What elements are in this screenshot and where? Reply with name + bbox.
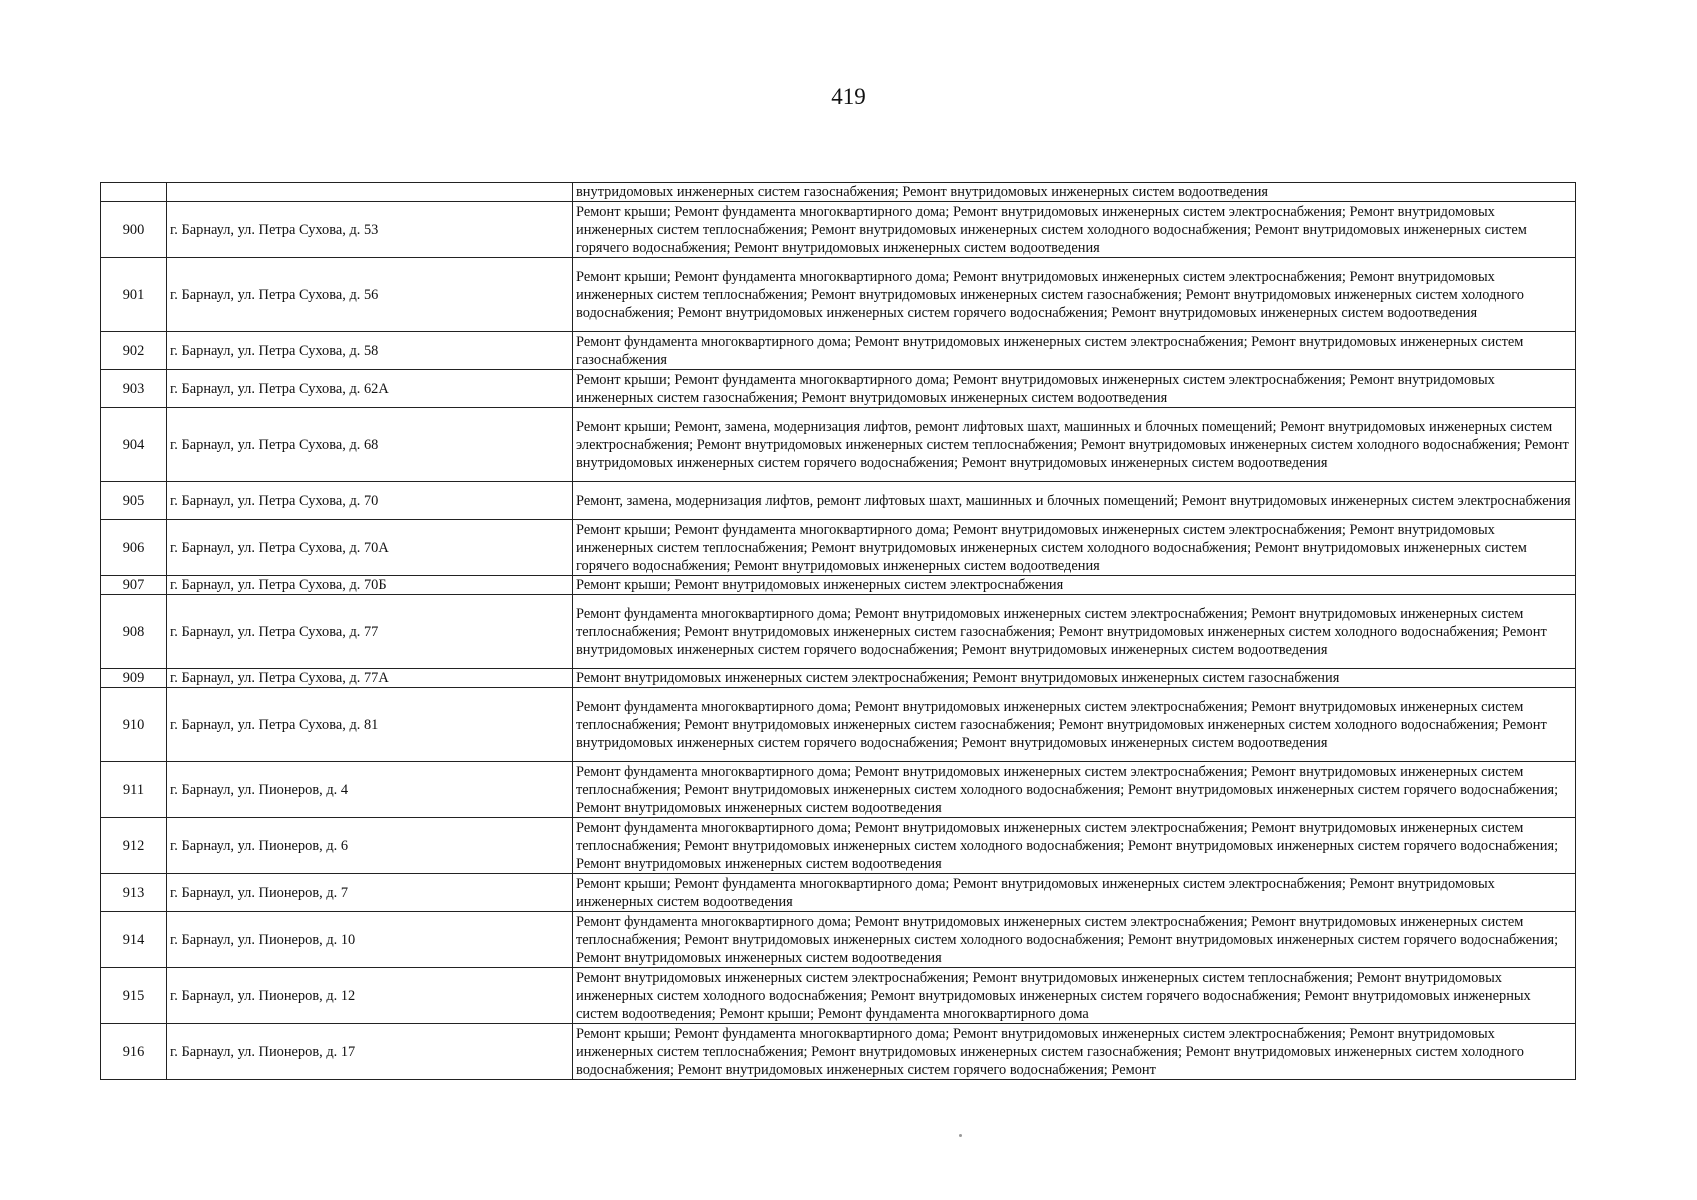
row-number-cell: 905 (101, 482, 167, 520)
row-number-cell: 915 (101, 968, 167, 1024)
table-row (101, 669, 1576, 688)
address-cell: г. Барнаул, ул. Петра Сухова, д. 77А (167, 669, 573, 688)
address-cell: г. Барнаул, ул. Петра Сухова, д. 70Б (167, 576, 573, 595)
address-cell: г. Барнаул, ул. Петра Сухова, д. 70А (167, 520, 573, 576)
row-number-cell: 910 (101, 688, 167, 762)
row-number-cell: 903 (101, 370, 167, 408)
works-cell: Ремонт внутридомовых инженерных систем электроснабжения; Ремонт внутридомовых инженерных систем газоснабжения (573, 669, 1576, 688)
address-cell: г. Барнаул, ул. Пионеров, д. 7 (167, 874, 573, 912)
address-cell: г. Барнаул, ул. Пионеров, д. 17 (167, 1024, 573, 1080)
address-cell: г. Барнаул, ул. Петра Сухова, д. 68 (167, 408, 573, 482)
table-row (101, 520, 1576, 576)
table-row (101, 595, 1576, 669)
row-number-cell: 907 (101, 576, 167, 595)
works-cell: Ремонт крыши; Ремонт фундамента многоквартирного дома; Ремонт внутридомовых инженерных систем электроснабжения; Ремонт внутридомовых инженерных систем водоотведения (573, 874, 1576, 912)
works-cell: Ремонт крыши; Ремонт фундамента многоквартирного дома; Ремонт внутридомовых инженерных систем электроснабжения; Ремонт внутридомовых инженерных систем теплоснабжения; Ремонт внутридомовых инженерных систем холодного водоснабжения; Ремонт внутридомовых инженерных систем горячего водоснабжения; Ремонт внутридомовых инженерных систем водоотведения (573, 520, 1576, 576)
works-cell: Ремонт, замена, модернизация лифтов, ремонт лифтовых шахт, машинных и блочных помещений; Ремонт внутридомовых инженерных систем электроснабжения (573, 482, 1576, 520)
address-cell: г. Барнаул, ул. Петра Сухова, д. 81 (167, 688, 573, 762)
works-cell: Ремонт фундамента многоквартирного дома; Ремонт внутридомовых инженерных систем электроснабжения; Ремонт внутридомовых инженерных систем теплоснабжения; Ремонт внутридомовых инженерных систем холодного водоснабжения; Ремонт внутридомовых инженерных систем горячего водоснабжения; Ремонт внутридомовых инженерных систем водоотведения (573, 818, 1576, 874)
row-number-cell: 904 (101, 408, 167, 482)
works-cell: Ремонт крыши; Ремонт фундамента многоквартирного дома; Ремонт внутридомовых инженерных систем электроснабжения; Ремонт внутридомовых инженерных систем газоснабжения; Ремонт внутридомовых инженерных систем водоотведения (573, 370, 1576, 408)
works-cell: Ремонт крыши; Ремонт фундамента многоквартирного дома; Ремонт внутридомовых инженерных систем электроснабжения; Ремонт внутридомовых инженерных систем теплоснабжения; Ремонт внутридомовых инженерных систем холодного водоснабжения; Ремонт внутридомовых инженерных систем горячего водоснабжения; Ремонт внутридомовых инженерных систем водоотведения (573, 202, 1576, 258)
works-cell: Ремонт фундамента многоквартирного дома; Ремонт внутридомовых инженерных систем электроснабжения; Ремонт внутридомовых инженерных систем теплоснабжения; Ремонт внутридомовых инженерных систем газоснабжения; Ремонт внутридомовых инженерных систем холодного водоснабжения; Ремонт внутридомовых инженерных систем горячего водоснабжения; Ремонт внутридомовых инженерных систем водоотведения (573, 688, 1576, 762)
address-cell: г. Барнаул, ул. Петра Сухова, д. 70 (167, 482, 573, 520)
scan-speck (959, 1134, 962, 1137)
table-row (101, 576, 1576, 595)
works-cell: Ремонт крыши; Ремонт, замена, модернизация лифтов, ремонт лифтовых шахт, машинных и блочных помещений; Ремонт внутридомовых инженерных систем электроснабжения; Ремонт внутридомовых инженерных систем теплоснабжения; Ремонт внутридомовых инженерных систем холодного водоснабжения; Ремонт внутридомовых инженерных систем горячего водоснабжения; Ремонт внутридомовых инженерных систем водоотведения (573, 408, 1576, 482)
works-cell: Ремонт внутридомовых инженерных систем электроснабжения; Ремонт внутридомовых инженерных систем теплоснабжения; Ремонт внутридомовых инженерных систем холодного водоснабжения; Ремонт внутридомовых инженерных систем горячего водоснабжения; Ремонт внутридомовых инженерных систем водоотведения; Ремонт крыши; Ремонт фундамента многоквартирного дома (573, 968, 1576, 1024)
table-row (101, 482, 1576, 520)
table-row (101, 183, 1576, 202)
works-cell: Ремонт фундамента многоквартирного дома; Ремонт внутридомовых инженерных систем электроснабжения; Ремонт внутридомовых инженерных систем теплоснабжения; Ремонт внутридомовых инженерных систем холодного водоснабжения; Ремонт внутридомовых инженерных систем горячего водоснабжения; Ремонт внутридомовых инженерных систем водоотведения (573, 912, 1576, 968)
works-cell: внутридомовых инженерных систем газоснабжения; Ремонт внутридомовых инженерных систем водоотведения (573, 183, 1576, 202)
row-number-cell: 900 (101, 202, 167, 258)
row-number-cell: 914 (101, 912, 167, 968)
table-row (101, 968, 1576, 1024)
row-number-cell: 902 (101, 332, 167, 370)
address-cell: г. Барнаул, ул. Петра Сухова, д. 56 (167, 258, 573, 332)
row-number-cell: 913 (101, 874, 167, 912)
address-cell: г. Барнаул, ул. Пионеров, д. 10 (167, 912, 573, 968)
page-number: 419 (831, 84, 866, 109)
row-number-cell (101, 183, 167, 202)
table-row (101, 818, 1576, 874)
address-cell: г. Барнаул, ул. Пионеров, д. 6 (167, 818, 573, 874)
address-cell: г. Барнаул, ул. Пионеров, д. 12 (167, 968, 573, 1024)
table-row (101, 258, 1576, 332)
table-row (101, 202, 1576, 258)
row-number-cell: 906 (101, 520, 167, 576)
table-row (101, 332, 1576, 370)
works-cell: Ремонт крыши; Ремонт фундамента многоквартирного дома; Ремонт внутридомовых инженерных систем электроснабжения; Ремонт внутридомовых инженерных систем теплоснабжения; Ремонт внутридомовых инженерных систем газоснабжения; Ремонт внутридомовых инженерных систем холодного водоснабжения; Ремонт внутридомовых инженерных систем горячего водоснабжения; Ремонт (573, 1024, 1576, 1080)
works-cell: Ремонт крыши; Ремонт внутридомовых инженерных систем электроснабжения (573, 576, 1576, 595)
address-cell: г. Барнаул, ул. Пионеров, д. 4 (167, 762, 573, 818)
table-row (101, 688, 1576, 762)
works-cell: Ремонт фундамента многоквартирного дома; Ремонт внутридомовых инженерных систем электроснабжения; Ремонт внутридомовых инженерных систем теплоснабжения; Ремонт внутридомовых инженерных систем холодного водоснабжения; Ремонт внутридомовых инженерных систем горячего водоснабжения; Ремонт внутридомовых инженерных систем водоотведения (573, 762, 1576, 818)
table-row (101, 874, 1576, 912)
row-number-cell: 909 (101, 669, 167, 688)
register-table-body (101, 183, 1576, 1080)
address-cell (167, 183, 573, 202)
table-row (101, 912, 1576, 968)
row-number-cell: 912 (101, 818, 167, 874)
row-number-cell: 911 (101, 762, 167, 818)
table-row (101, 1024, 1576, 1080)
works-cell: Ремонт фундамента многоквартирного дома; Ремонт внутридомовых инженерных систем электроснабжения; Ремонт внутридомовых инженерных систем газоснабжения (573, 332, 1576, 370)
row-number-cell: 901 (101, 258, 167, 332)
table-row (101, 370, 1576, 408)
works-cell: Ремонт крыши; Ремонт фундамента многоквартирного дома; Ремонт внутридомовых инженерных систем электроснабжения; Ремонт внутридомовых инженерных систем теплоснабжения; Ремонт внутридомовых инженерных систем газоснабжения; Ремонт внутридомовых инженерных систем холодного водоснабжения; Ремонт внутридомовых инженерных систем горячего водоснабжения; Ремонт внутридомовых инженерных систем водоотведения (573, 258, 1576, 332)
table-row (101, 408, 1576, 482)
address-cell: г. Барнаул, ул. Петра Сухова, д. 58 (167, 332, 573, 370)
address-cell: г. Барнаул, ул. Петра Сухова, д. 53 (167, 202, 573, 258)
table-row (101, 762, 1576, 818)
row-number-cell: 916 (101, 1024, 167, 1080)
works-cell: Ремонт фундамента многоквартирного дома; Ремонт внутридомовых инженерных систем электроснабжения; Ремонт внутридомовых инженерных систем теплоснабжения; Ремонт внутридомовых инженерных систем газоснабжения; Ремонт внутридомовых инженерных систем холодного водоснабжения; Ремонт внутридомовых инженерных систем горячего водоснабжения; Ремонт внутридомовых инженерных систем водоотведения (573, 595, 1576, 669)
repair-register-table (100, 182, 1576, 1080)
address-cell: г. Барнаул, ул. Петра Сухова, д. 77 (167, 595, 573, 669)
row-number-cell: 908 (101, 595, 167, 669)
address-cell: г. Барнаул, ул. Петра Сухова, д. 62А (167, 370, 573, 408)
